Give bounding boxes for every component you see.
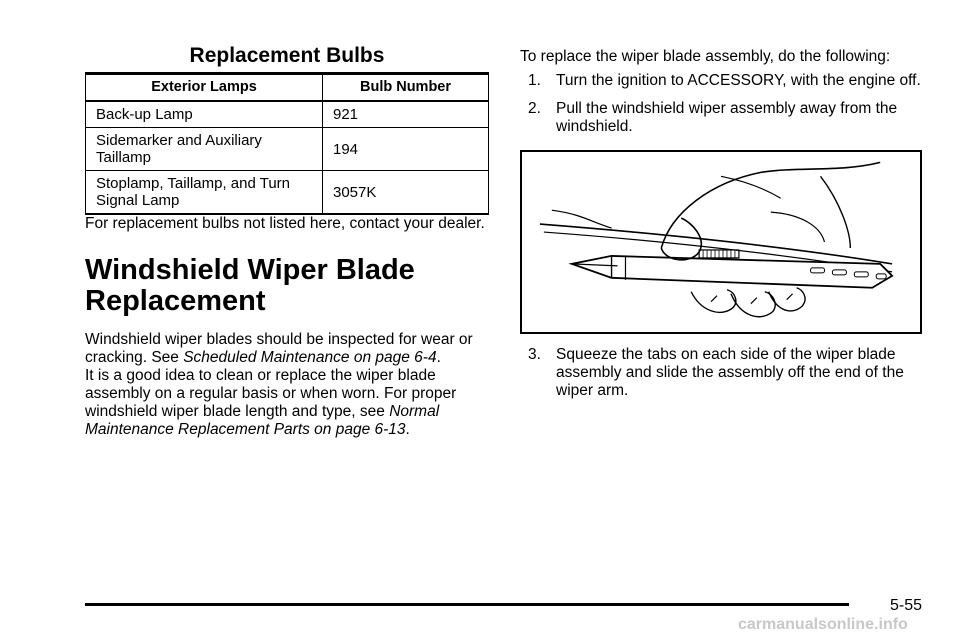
step-text: Turn the ignition to ACCESSORY, with the engine off. (556, 72, 921, 89)
heading-line-1: Windshield Wiper Blade (85, 254, 415, 286)
period: . (436, 349, 441, 366)
procedure-steps-continued (520, 346, 924, 400)
step-text: Squeeze the tabs on each side of the wiper blade assembly and slide the assembly off the end of the wiper arm. (556, 346, 904, 399)
step-item (520, 346, 924, 400)
replacement-paragraph (85, 367, 489, 439)
table-cell-lamp: Back-up Lamp (86, 101, 323, 128)
dealer-note: For replacement bulbs not listed here, contact your dealer. (85, 215, 485, 232)
page-number: 5-55 (890, 597, 923, 614)
table-row (86, 128, 489, 171)
step-number: 3. (528, 346, 541, 363)
step-number: 1. (528, 72, 541, 89)
step-item (520, 72, 924, 90)
table-row (86, 101, 489, 128)
replacement-parts-link[interactable]: Normal Maintenance Replacement Parts on page 6-13 (85, 403, 440, 438)
right-column (520, 48, 924, 410)
scheduled-maintenance-link[interactable]: Scheduled Maintenance on page 6-4 (183, 349, 437, 366)
table-row (86, 171, 489, 215)
watermark: carmanualsonline.info (738, 616, 908, 633)
procedure-intro: To replace the wiper blade assembly, do the following: (520, 48, 891, 65)
replacement-bulbs-table (85, 72, 489, 215)
column-header-exterior-lamps: Exterior Lamps (86, 74, 323, 102)
step-item (520, 100, 924, 136)
table-cell-bulb: 3057K (323, 171, 489, 215)
replacement-text: It is a good idea to clean or replace the wiper blade assembly on a regular basis or when worn. For proper windshield wiper blade length and type, see (85, 367, 457, 420)
table-title: Replacement Bulbs (189, 44, 385, 67)
step-number: 2. (528, 100, 541, 117)
table-cell-bulb: 921 (323, 101, 489, 128)
period: . (405, 421, 410, 438)
procedure-steps (520, 72, 924, 136)
table-cell-lamp: Stoplamp, Taillamp, and Turn Signal Lamp (86, 171, 323, 215)
column-header-bulb-number: Bulb Number (323, 74, 489, 102)
inspection-text: Windshield wiper blades should be inspected for wear or cracking. See (85, 331, 473, 366)
table-cell-lamp: Sidemarker and Auxiliary Taillamp (86, 128, 323, 171)
table-cell-bulb: 194 (323, 128, 489, 171)
footer-rule (85, 603, 849, 606)
wiper-drawing (522, 152, 920, 332)
wiper-blade-illustration (520, 150, 922, 334)
inspection-paragraph (85, 331, 489, 367)
table-header-row (86, 74, 489, 102)
section-heading (85, 255, 489, 317)
step-text: Pull the windshield wiper assembly away from the windshield. (556, 100, 898, 135)
left-column (85, 44, 489, 439)
heading-line-2: Replacement (85, 285, 266, 317)
